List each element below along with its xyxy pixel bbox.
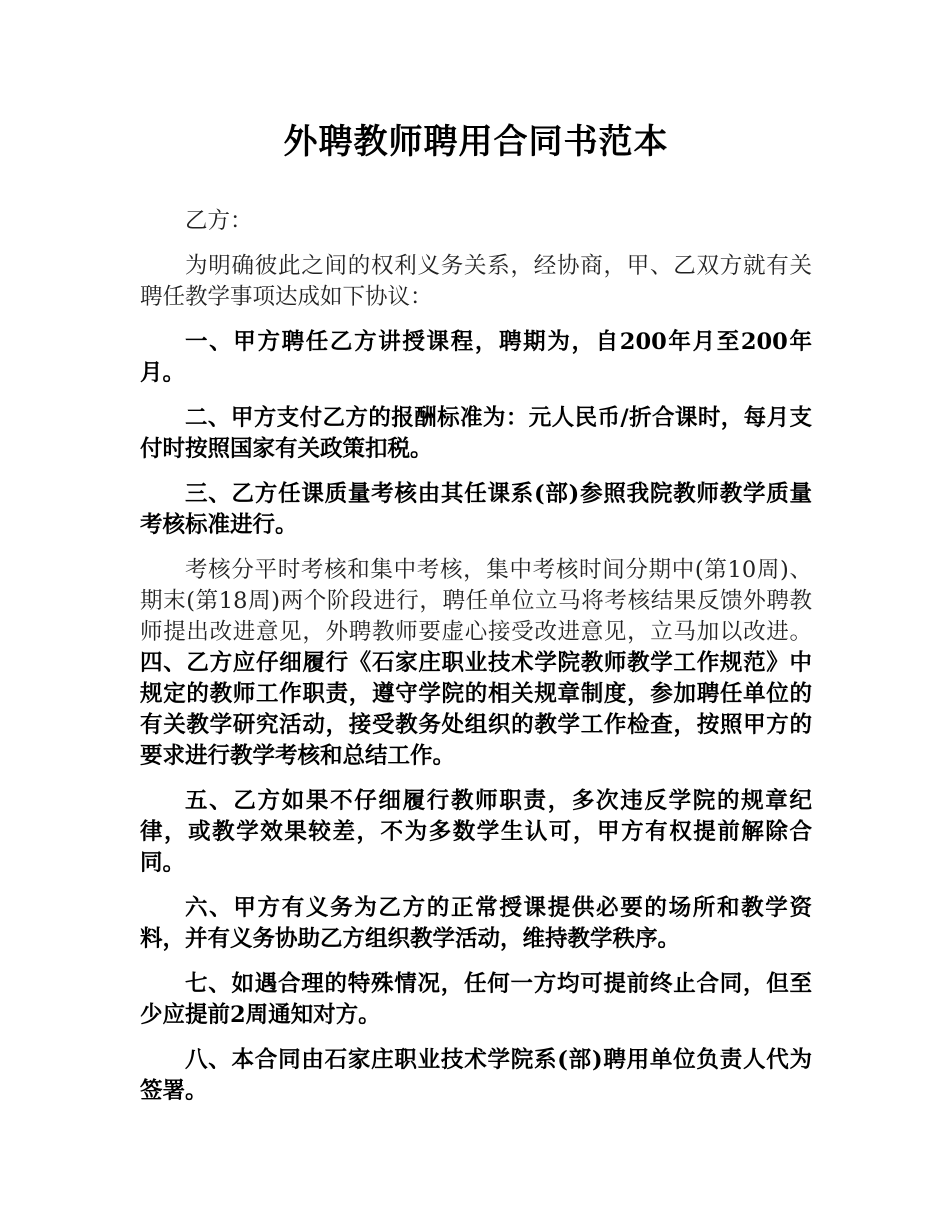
clause-2-paragraph: 二、甲方支付乙方的报酬标准为：元人民币/折合课时，每月支付时按照国家有关政策扣税。 xyxy=(140,405,812,462)
intro-paragraph: 为明确彼此之间的权利义务关系，经协商，甲、乙双方就有关聘任教学事项达成如下协议： xyxy=(140,253,812,310)
document-title: 外聘教师聘用合同书范本 xyxy=(283,122,669,162)
document-page xyxy=(140,0,812,1107)
clause-8-paragraph: 八、本合同由石家庄职业技术学院系(部)聘用单位负责人代为签署。 xyxy=(140,1047,812,1104)
clause-6-paragraph: 六、甲方有义务为乙方的正常授课提供必要的场所和教学资料，并有义务协助乙方组织教学活动，维持教学秩序。 xyxy=(140,895,812,952)
clause-5-paragraph: 五、乙方如果不仔细履行教师职责，多次违反学院的规章纪律，或教学效果较差，不为多数学生认可，甲方有权提前解除合同。 xyxy=(140,788,812,876)
clause-3-paragraph: 三、乙方任课质量考核由其任课系(部)参照我院教师教学质量考核标准进行。 xyxy=(140,481,812,538)
clause-1-paragraph: 一、甲方聘任乙方讲授课程，聘期为，自200年月至200年月。 xyxy=(140,329,812,386)
clause-4-text: 四、乙方应仔细履行《石家庄职业技术学院教师教学工作规范》中规定的教师工作职责，遵守学院的相关规章制度，参加聘任单位的有关教学研究活动，接受教务处组织的教学工作检查，按照甲方的要求进行教学考核和总结工作。 xyxy=(140,650,812,769)
assessment-text: 考核分平时考核和集中考核，集中考核时间分期中(第10周)、期末(第18周)两个阶段进行，聘任单位立马将考核结果反馈外聘教师提出改进意见，外聘教师要虚心接受改进意见，立马加以改进。 xyxy=(140,557,812,645)
party-b-line: 乙方： xyxy=(185,208,253,234)
assessment-paragraph xyxy=(140,555,812,772)
clause-7-paragraph: 七、如遇合理的特殊情况，任何一方均可提前终止合同，但至少应提前2周通知对方。 xyxy=(140,971,812,1028)
